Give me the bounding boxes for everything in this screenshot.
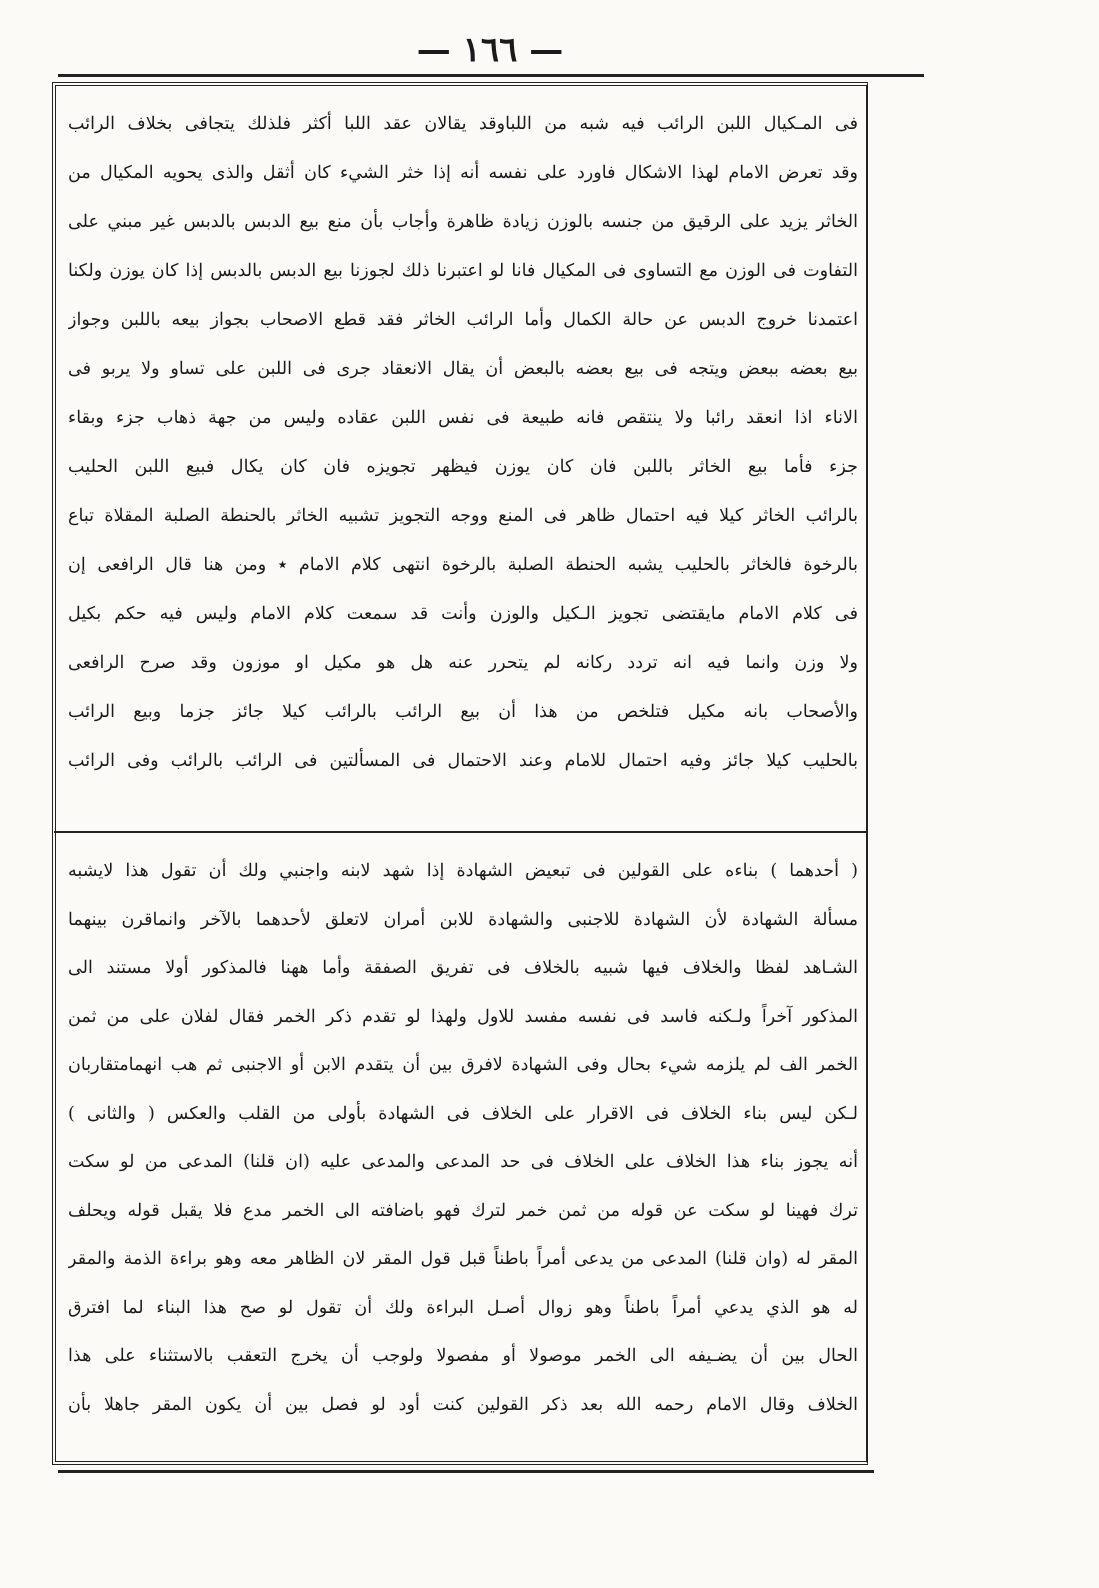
notes-text-line: الشـاهد لفظا والخلاف فيها شبيه بالخلاف فى تفريق الصفقة وأما ههنا فالمذكور أولا مستند الى	[68, 958, 858, 978]
notes-text-line: الحال بين أن يضـيفه الى الخمر موصولا أو مفصولا ولوجب أن يخرج التعقب بالاستثناء على هذا	[68, 1346, 858, 1366]
main-text-line: وقد تعرض الامام لهذا الاشكال فاورد على نفسه أنه إذا خثر الشيء كان أثقل والذى يحويه المكيال من	[68, 163, 858, 183]
main-text-line: فى المـكيال اللبن الرائب فيه شبه من اللباوقد يقالان عقد اللبا أكثر فلذلك يتجافى بخلاف الرائب	[68, 114, 858, 134]
section-divider	[54, 831, 866, 833]
main-text-line: بيع بعضه ببعض ويتجه فى بيع بعضه بالبعض أن يقال الانعقاد جرى فى اللبن على تساو ولا يربو فى	[68, 359, 858, 379]
main-text-line: الاناء اذا انعقد رائبا ولا ينتقص فانه طبيعة فى نفس اللبن عقاده وليس من جهة ذهاب جزء وبقاء	[68, 408, 858, 428]
notes-text-line: ترك فهينا لو سكت عن قوله من ثمن خمر لترك فهو باضافته الى الخمر مدع فلا يقبل قوله ويحلف	[68, 1200, 858, 1221]
notes-text-line: المقر له (وان قلنا) المدعى من يدعى أمراً باطناً قبل قول المقر لان الظاهر معه وهو براءة الذمة والمقر	[68, 1249, 858, 1269]
notes-text-line: المذكور آخراً ولـكنه فاسد فى نفسه مفسد للاول ولهذا لو تقدم ذكر الخمر فقال لفلان على من ثمن	[68, 1006, 858, 1027]
notes-text-line: لـكن ليس بناء الخلاف فى الاقرار على الخلاف فى الشهادة بأولى من القلب والعكس ( والثانى )	[68, 1103, 858, 1124]
main-text-line: بالحليب كيلا جائز وفيه احتمال للامام وعند الاحتمال فى المسألتين فى الرائب بالرائب وفى الرائب	[68, 751, 858, 771]
main-text-line: اعتمدنا خروج الدبس عن حالة الكمال وأما الرائب الخاثر فقد قطع الاصحاب بجواز بيعه باللبن وجواز	[68, 310, 858, 330]
notes-text-line: له هو الذي يدعي أمراً باطناً وهو زوال أصـل البراءة ولك أن تقول لو صح هذا البناء لما افترق	[68, 1297, 858, 1318]
main-text-line: الخاثر يزيد على الرقيق من جنسه بالوزن زيادة ظاهرة وأجاب بأن منع بيع الدبس بالدبس غير مبني على	[68, 212, 858, 232]
notes-text-line: الخلاف وقال الامام رحمه الله بعد ذكر القولين كنت أود لو فصل بين أن يكون المقر جاهلا بأن	[68, 1394, 858, 1415]
main-text-line: جزء فأما بيع الخاثر باللبن فان كان يوزن فيظهر تجويزه فان كان يكال فبيع اللبن الحليب	[68, 457, 858, 477]
main-text-line: فى كلام الامام مايقتضى تجويز الـكيل والوزن وأنت قد سمعت كلام الامام وليس فيه حكم بكيل	[68, 604, 858, 624]
notes-text-line: أنه يجوز بناء هذا الخلاف على الخلاف فى حد المدعى والمدعى عليه (ان قلنا) المدعى من لو سكت	[68, 1152, 858, 1172]
notes-text-line: مسألة الشهادة لأن الشهادة للاجنبى والشهادة للابن أمران لاتعلق لأحدهما بالآخر وانماقرن بينهما	[68, 909, 858, 930]
notes-text-line: الخمر الف لم يلزمه شيء بحال وفى الشهادة لافرق بين أن يتقدم الابن أو الاجنبى ثم هب انهمامتقاربان	[68, 1055, 858, 1075]
main-text-block	[68, 100, 858, 786]
bottom-rule	[58, 1470, 874, 1473]
main-text-line: التفاوت فى الوزن مع التساوى فى المكيال فانا لو اعتبرنا ذلك لجوزنا بيع الدبس بالدبس إذا كان يوزن ولكنا	[68, 261, 858, 281]
main-text-line: بالرخوة فالخاثر بالحليب يشبه الحنطة الصلبة بالرخوة انتهى كلام الامام ٭ ومن هنا قال الرافعى إن	[68, 555, 858, 575]
page-number: — ١٦٦ —	[416, 30, 564, 70]
main-text-line: ولا وزن وانما فيه انه تردد ركانه لم يتحرر عنه هل هو مكيل او موزون وقد صرح الرافعى	[68, 653, 858, 673]
notes-text-block	[68, 847, 858, 1429]
main-text-line: بالرائب الخاثر كيلا فيه احتمال ظاهر فى المنع ووجه التجويز تشبيه الخاثر بالحنطة الصلبة المقلاة تباع	[68, 506, 858, 526]
notes-text-line: ( أحدهما ) بناءه على القولين فى تبعيض الشهادة إذا شهد لابنه واجنبي ولك أن تقول هذا لايشبه	[68, 861, 858, 881]
main-text-line: والأصحاب بانه مكيل فتلخص من هذا أن بيع الرائب بالرائب كيلا جائز جزما وبيع الرائب	[68, 702, 858, 722]
top-rule	[58, 74, 924, 77]
